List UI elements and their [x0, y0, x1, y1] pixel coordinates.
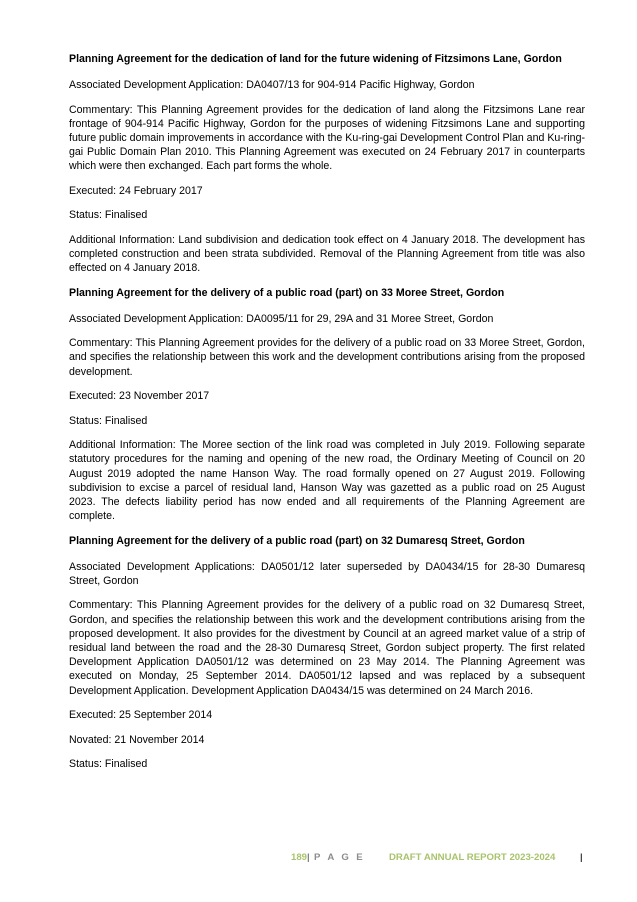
associated-da: Associated Development Applications: DA0501/12 later superseded by DA0434/15 for 28-30 Dumaresq Street, Gordon — [69, 560, 585, 587]
associated-da: Associated Development Application: DA0095/11 for 29, 29A and 31 Moree Street, Gordon — [69, 312, 494, 325]
status: Status: Finalised — [69, 758, 148, 771]
document-body — [69, 52, 585, 782]
commentary: Commentary: This Planning Agreement provides for the dedication of land along the Fitzsimons Lane rear frontage of 904-914 Pacific Highway, Gordon for the purposes of widening Fitzsimons Lane and supporting future public domain improvements in accordance with the Ku-ring-gai Development Control Plan and Ku-ring-gai Public Domain Plan 2010. This Planning Agreement was executed on 24 February 2017 in counterparts which were then exchanged. Each part forms the whole. — [69, 103, 585, 173]
page-footer — [0, 852, 637, 866]
associated-da: Associated Development Application: DA0407/13 for 904-914 Pacific Highway, Gordon — [69, 79, 475, 91]
page-number-value: 189 — [291, 852, 308, 863]
section-heading: Planning Agreement for the dedication of land for the future widening of Fitzsimons Lane, Gordon — [69, 53, 562, 65]
end-separator: | — [580, 852, 583, 863]
agreement-section-moree — [69, 286, 585, 524]
additional-information: Additional Information: Land subdivision and dedication took effect on 4 January 2018. The development has completed construction and been strata subdivided. Removal of the Planning Agreement from title was also effected on 4 January 2018. — [69, 233, 585, 275]
section-heading: Planning Agreement for the delivery of a public road (part) on 32 Dumaresq Street, Gordon — [69, 534, 525, 547]
additional-information: Additional Information: The Moree section of the link road was completed in July 2019. Following separate statutory procedures for the naming and opening of the new road, the Ordinary Meeting of Council on 20 August 2019 adopted the name Hanson Way. The road formally opened on 27 August 2019. Following subdivision to excise a parcel of residual land, Hanson Way was gazetted as a public road on 25 August 2023. The defects liability period has now ended and all requirements of the Planning Agreement are complete. — [69, 439, 585, 523]
status: Status: Finalised — [69, 209, 148, 222]
commentary: Commentary: This Planning Agreement provides for the delivery of a public road on 33 Moree Street, Gordon, and specifies the relationship between this work and the development contributions arising from the proposed development. — [69, 337, 585, 378]
report-title: DRAFT ANNUAL REPORT 2023-2024 — [389, 852, 556, 863]
executed-date: Executed: 24 February 2017 — [69, 184, 203, 197]
page-separator: | — [307, 852, 310, 863]
executed-date: Executed: 25 September 2014 — [69, 709, 213, 722]
executed-date: Executed: 23 November 2017 — [69, 390, 210, 403]
agreement-section-dumaresq — [69, 534, 585, 772]
agreement-section-fitzsimons — [69, 52, 585, 275]
page-label: P A G E — [314, 852, 366, 863]
section-heading: Planning Agreement for the delivery of a public road (part) on 33 Moree Street, Gordon — [69, 286, 505, 299]
status: Status: Finalised — [69, 414, 148, 427]
novated-date: Novated: 21 November 2014 — [69, 733, 205, 746]
commentary: Commentary: This Planning Agreement provides for the delivery of a public road on 32 Dumaresq Street, Gordon, and specifies the relationship between this work and the development contributions arising from the proposed development. It also provides for the divestment by Council at an agreed market value of a strip of residual land between the road and the 28-30 Dumaresq Street, Gordon subject property. The first related Development Application DA0501/12 was determined on 23 May 2014. The Planning Agreement was executed on Monday, 25 September 2014. DA0501/12 lapsed and was replaced by a subsequent Development Application. Development Application DA0434/15 was determined on 24 March 2016. — [69, 599, 585, 697]
page-number — [291, 852, 310, 863]
